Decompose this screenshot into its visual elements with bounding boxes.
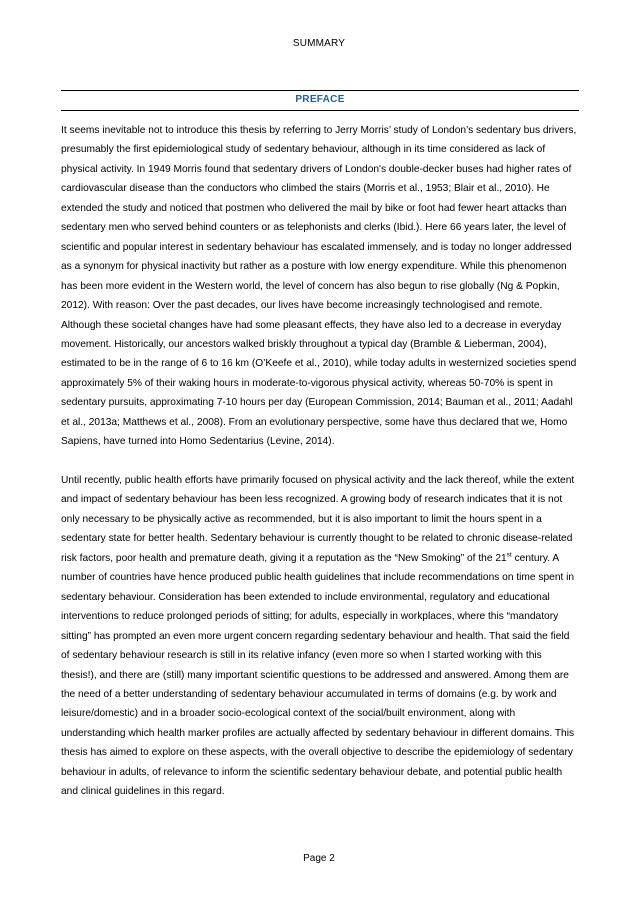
section-title: PREFACE (295, 94, 345, 105)
section-heading-band (61, 90, 579, 111)
paragraph-2-text-start: Until recently, public health efforts have primarily focused on physical activity and the lack thereof, while the extent and impact of sedentary behaviour has been less recognized. A growing body of research indicates that it is not only necessary to be physically active as recommended, but it is also important to limit the hours spent in a sedentary state for better health. Sedentary behaviour is currently thought to be related to chronic disease-related risk factors, poor health and premature death, giving it a reputation as the “New Smoking” of the 21 (61, 475, 575, 564)
page-number: Page 2 (303, 853, 335, 864)
body-paragraph-1: It seems inevitable not to introduce this thesis by referring to Jerry Morris’ study of London’s sedentary bus drivers, presumably the first epidemiological study of sedentary behaviour, although in its time considered as lack of physical activity. In 1949 Morris found that sedentary drivers of London's double-decker buses had higher rates of cardiovascular disease than the conductors who climbed the stairs (Morris et al., 1953; Blair et al., 2010). He extended the study and noticed that postmen who delivered the mail by bike or foot had fewer heart attacks than sedentary men who served behind counters or as telephonists and clerks (Ibid.). Here 66 years later, the level of scientific and popular interest in sedentary behaviour has escalated immensely, and is today no longer addressed as a synonym for physical inactivity but rather as a posture with low energy expenditure. While this phenomenon has been more evident in the Western world, the level of concern has also begun to rise globally (Ng & Popkin, 2012). With reason: Over the past decades, our lives have become increasingly technologised and remote. Although these societal changes have had some pleasant effects, they have also led to a decrease in everyday movement. Historically, our ancestors walked briskly throughout a typical day (Bramble & Lieberman, 2004), estimated to be in the range of 6 to 16 km (O’Keefe et al., 2010), while today adults in westernized societies spend approximately 5% of their waking hours in moderate-to-vigorous physical activity, whereas 50-70% is spent in sedentary pursuits, approximating 7-10 hours per day (European Commission, 2014; Bauman et al., 2011; Aadahl et al., 2013a; Matthews et al., 2008). From an evolutionary perspective, some have thus declared that we, Homo Sapiens, have turned into Homo Sedentarius (Levine, 2014). (61, 125, 577, 448)
paragraph-2-text-end: century. A number of countries have hence produced public health guidelines that include recommendations on time spent in sedentary behaviour. Consideration has been extended to include environmental, regulatory and educational interventions to reduce prolonged periods of sitting; for adults, especially in workplaces, where this “mandatory sitting” has prompted an even more urgent concern regarding sedentary behaviour and health. That said the field of sedentary behaviour research is still in its relative infancy (even more so when I started working with this thesis!), and there are (still) many important scientific questions to be addressed and answered. Among them are the need of a better understanding of sedentary behaviour accumulated in terms of domains (e.g. by work and leisure/domestic) and in a broader socio-ecological context of the social/built environment, along with understanding which health marker profiles are actually affected by sedentary behaviour in different domains. This thesis has aimed to explore on these aspects, with the overall objective to describe the epidemiology of sedentary behaviour in adults, of relevance to inform the scientific sedentary behaviour debate, and potential public health and clinical guidelines in this regard. (61, 552, 575, 798)
body-paragraph-2 (61, 471, 578, 802)
running-header: SUMMARY (292, 38, 346, 49)
ordinal-superscript: st (506, 551, 512, 559)
